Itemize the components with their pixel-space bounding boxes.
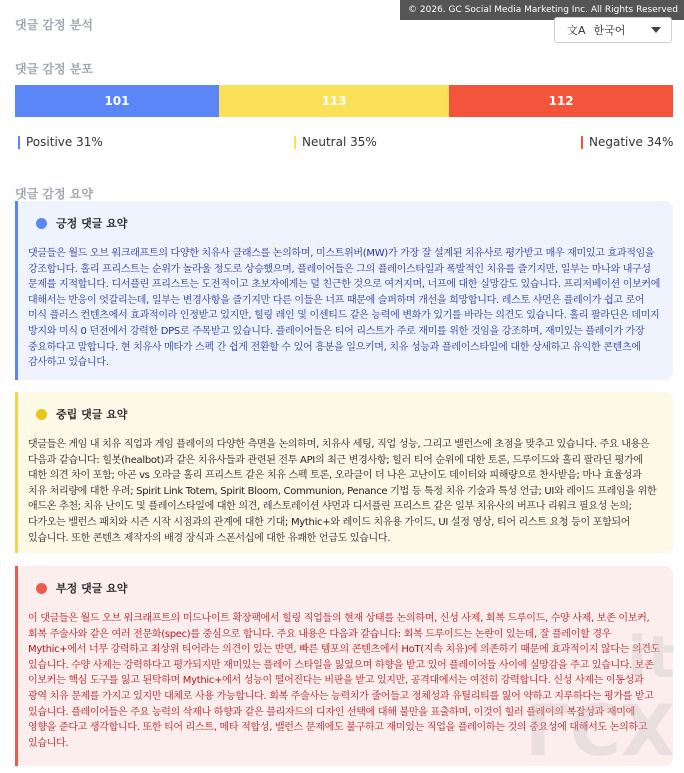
copyright-notice: © 2026. GC Social Media Marketing Inc. All Rights Reserved [400, 0, 684, 20]
neutral-segment [219, 85, 449, 117]
page-title: 댓글 감정 분석 [15, 18, 93, 32]
sentiment-distribution-bar [15, 85, 673, 117]
neutral-summary-text: 댓글들은 게임 내 치유 직업과 게임 플레이의 다양한 측면을 논의하며, 치유사 세팅, 직업 성능, 그리고 밸런스에 초점을 맞추고 있습니다. 주요 내용은 다음과 같습니다: 힐봇(healbot)과 같은 치유사들과 관련된 전투 API의 최근 변경사항; 힐러 티어 순위에 대한 토론, 드루이드와 홀리 팔라딘 평가에 대한 의견 차이 포함; 아곤 vs 오라클 홀리 프리스트 같은 치유 스펙 토론, 오라클이 더 나은 고난이도 데이터와 피해량으로 찬사받음; 마나 효율성과 치유 처리량에 대한 우려; Spirit Link Totem, Spirit Bloom, Communion, Penance 기법 등 특정 치유 기술과 특성 언급; UI와 레이드 프레임을 위한 애드온 추천; 치유 난이도 및 플레이스타일에 대한 의견, 레스토레이션 샤먼과 디서플린 프리스트 같은 일부 치유사의 버프나 리워크 필요성 논의; 다가오는 밸런스 패치와 시즌 시작 시점과의 관계에 대한 기대; Mythic+와 레이드 치유용 가이드, UI 설정 영상, 티어 리스트 요청 등이 포함되어 있습니다. 또한 콘텐츠 제작자의 배경 장식과 스폰서십에 대한 유쾌한 언급도 있습니다. [28, 439, 657, 544]
legend-negative: Negative 34% [581, 136, 673, 149]
negative-segment [449, 85, 673, 117]
chevron-down-icon [651, 27, 661, 33]
negative-count: 112 [548, 94, 574, 108]
legend-neutral: Neutral 35% [294, 136, 377, 149]
positive-summary-card [15, 201, 673, 380]
svg-text:ГСХ: ГСХ [525, 690, 675, 765]
legend-positive: Positive 31% [18, 136, 103, 149]
neutral-summary-header [36, 406, 661, 422]
language-selected-label: 한국어 [593, 24, 626, 37]
translate-icon: 文A [567, 24, 586, 37]
negative-dot-icon [36, 583, 47, 594]
summary-title: 댓글 감정 요약 [15, 187, 93, 201]
negative-summary-text: 이 댓글들은 월드 오브 워크래프트의 미드나이트 확장팩에서 힐링 직업들의 현재 상태를 논의하며, 신성 사제, 회복 드루이드, 수양 사제, 보존 이보커, 회복 주술사와 같은 여러 전문화(spec)를 중심으로 합니다. 주요 내용은 다음과 같습니다: 회복 드루이드는 논란이 있는데, 잘 플레이할 경우 Mythic+에서 너무 강력하고 최상위 티어라는 의견이 있는 반면, 빠른 템포의 콘텐츠에서 HoT(지속 치유)에 의존하기 때문에 효과적이지 않다는 의견도 있습니다. 수양 사제는 강력하다고 평가되지만 재미있는 플레이 스타일을 잃었으며 하향을 받고 있어 플레이어들 사이에 실망감을 주고 있습니다. 보존 이보커는 핵심 도구를 잃고 된탁하며 Mythic+에서 성능이 떨어진다는 비판을 받고 있지만, 공격대에서는 여전히 강력합니다. 신성 사제는 이동성과 광역 치유 문제를 가지고 있지만 대체로 사용 가능합니다. 회복 주술사는 능력치가 줄어들고 정체성과 유틸리티를 잃어 약하고 지루하다는 평가를 받고 있습니다. 플레이어들은 주요 능력의 삭제나 하향과 같은 블리자드의 디자인 선택에 대해 불만을 표출하며, 이것이 힐러 플레이의 복잡성과 재미에 영향을 준다고 생각합니다. 또한 티어 리스트, 메타 적합성, 밸런스 문제에도 불구하고 재미있는 직업을 플레이하는 것의 중요성에 대해서도 논의하고 있습니다. [28, 613, 661, 749]
negative-summary-header [36, 580, 661, 596]
positive-summary-text: 댓글들은 월드 오브 워크래프트의 다양한 치유사 클래스를 논의하며, 미스트위버(MW)가 가장 잘 설계된 치유사로 평가받고 매우 재미있고 효과적임을 강조합니다. 홀리 프리스트는 순위가 놀라울 정도로 상승했으며, 플레이어들은 그의 플레이스타일과 폭발적인 치유를 즐기지만, 일부는 마나와 내구성 문제를 지적합니다. 디서플린 프리스트는 도전적이고 초보자에게는 덜 친근한 것으로 여겨지며, 너프에 대한 실망감도 있습니다. 프리저베이션 이보커에 대해서는 반응이 엇갈리는데, 일부는 변경사항을 즐기지만 다른 이들은 너프 때문에 슬퍼하며 개선을 희망합니다. 레스토 샤먼은 플레이가 쉽고 로어 미식 플러스 컨텐츠에서 효과적이라 인정받고 있지만, 힐링 레인 및 이센티드 같은 능력에 변화가 있기를 바라는 의견도 있습니다. 홀리 팔라딘은 데미지 방지와 미식 0 던전에서 강력한 DPS로 주목받고 있습니다. 플레이어들은 티어 리스트가 주로 재미를 위한 것임을 강조하며, 재미있는 플레이가 가장 중요하다고 말합니다. 현 치유사 메타가 스펙 간 쉽게 전환할 수 있어 흥분을 일으키며, 치유 성능과 플레이스타일에 대한 상세하고 유익한 콘텐츠에 감사하고 있습니다. [28, 248, 661, 369]
neutral-summary-card [15, 392, 673, 553]
neutral-dot-icon [36, 409, 47, 420]
positive-summary-heading: 긍정 댓글 요약 [56, 217, 128, 230]
positive-count: 101 [104, 94, 130, 108]
positive-dot-icon [36, 218, 47, 229]
positive-summary-header [36, 215, 661, 231]
negative-summary-heading: 부정 댓글 요약 [56, 582, 128, 595]
svg-text:it: it [627, 623, 675, 691]
neutral-summary-heading: 중립 댓글 요약 [56, 408, 128, 421]
positive-segment [15, 85, 219, 117]
neutral-count: 113 [321, 94, 347, 108]
distribution-title: 댓글 감정 분포 [15, 62, 93, 76]
negative-summary-card [15, 566, 673, 766]
language-select[interactable] [554, 17, 672, 43]
